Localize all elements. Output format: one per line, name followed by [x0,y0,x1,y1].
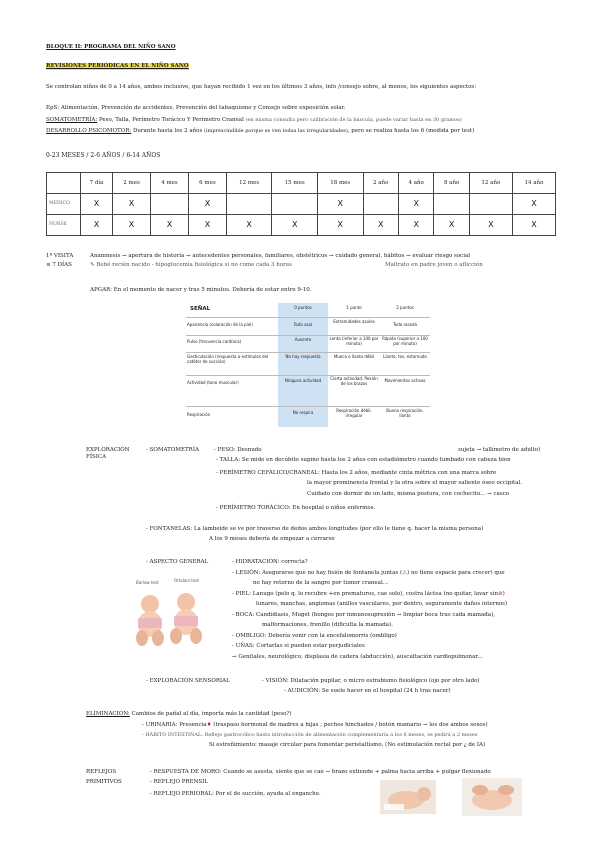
apgar-cell: Ninguna actividad [284,378,322,383]
lesion-line-1 [232,570,505,577]
table-corner [47,173,81,194]
urinaria-text-a: Presencia [179,722,207,728]
apgar-row-label: Actividad (tono muscular) [187,380,239,385]
apgar-table [186,303,430,427]
apgar-col-header: 1 punto [346,305,362,310]
hip-test-illustration [130,578,210,648]
piel-line-2: lunares, manchas, angiomas (anillos vasculares, por dentro, seguramente daños internos) [256,601,508,607]
warning-icon: ✎ [90,262,97,268]
apgar-cell: Ausente [294,337,312,342]
apgar-divider [186,406,430,407]
fontanelas-line-1: - FONTANELAS: La lambeide se ve por traverso de dedos ambos longitudes (por ello le tiene q. hacer la misma persona) [146,526,484,532]
piel-line-1 [232,591,505,598]
col-header: 2 año [363,173,398,194]
first-visit-note-right: Maltrato en padre joven o aflicción [385,262,483,268]
desarrollo-note: (imprescindible porque se ven todas las irregularidades) [204,128,348,134]
table-cell: X [151,215,189,236]
apgar-row-label: Pulso (frecuencia cardíaca) [187,339,242,344]
table-cell: X [226,215,272,236]
col-header: 14 año [512,173,555,194]
table-cell [226,194,272,215]
table-cell: X [469,215,512,236]
col-header: 7 día [81,173,113,194]
col-header: 4 año [398,173,433,194]
col-header: 8 año [434,173,469,194]
apgar-col-header: 2 puntos [396,305,414,310]
exploracion-label: EXPLORACIÓN FÍSICA [86,447,130,461]
apgar-cell: Lenta (inferior a 100 por minuto) [329,336,379,346]
audicion-line: - AUDICIÓN: Se suele hacer en el hospital (24 h tras nacer) [284,688,451,694]
piel-text-b: ) [502,591,505,597]
vision-line: - VISIÓN: Dilatación pupilar, o micro estrabismo fisiológico (ojo por otro lado) [262,678,480,684]
table-cell: X [188,194,226,215]
hidratacion-line: - HIDRATACIÓN: correcta? [232,559,308,565]
reflejos-label-1: REFLEJOS [86,769,117,775]
table-cell [272,194,318,215]
ortolani-label: Ortolani test [174,578,199,583]
eliminacion-line [86,711,292,718]
apgar-title: SEÑAL [190,306,211,312]
desarrollo-label: DESARROLLO PSICOMOTOR: [46,128,132,134]
apgar-cell: Cierta actividad, flexión de los brazos [330,376,378,386]
table-cell: X [81,215,113,236]
first-visit-label: 1ª VISITA [46,253,74,259]
desarrollo-end: , pero se realiza hasta los 6 (medida por test) [347,128,475,134]
table-cell [363,194,398,215]
apgar-cell: No respira [292,410,314,415]
pt-line: - PERÍMETRO TORÁCICO: En hospital o niños enfermos. [216,505,376,511]
table-cell: X [317,215,363,236]
apgar-divider [186,335,430,336]
apgar-divider [186,352,430,353]
first-visit-note-text: Bebé recién nacido - hipoglucemia fisiológica si no come cada 3 horas [96,262,292,268]
col-header: 2 mes [113,173,151,194]
section-title: REVISIONES PERIÓDICAS EN EL NIÑO SANO [46,63,189,69]
estrenimiento-line: Si estreñimiento: masaje circular para fomentar peristaltismo, (No estimulación rectal por ¿ de IA) [209,742,486,748]
alert-icon: ⚠ [402,570,408,576]
apgar-col-0 [278,303,328,427]
apgar-cell: Rápida (superior a 100 por minuto) [382,336,428,346]
apgar-divider [186,375,430,376]
col-header: 12 año [469,173,512,194]
apgar-col-2 [380,303,430,427]
ages-heading: 0-23 MESES / 2-6 AÑOS / 6-14 AÑOS [46,152,161,159]
boca-line-1: - BOCA: Candidiasis, Muget (hongos por inmunosupresión → limpiar boca tras cada mamada), [232,612,495,618]
no-icon: ⊘ [498,591,503,597]
table-cell: X [113,215,151,236]
sensorial-heading: - EXPLORACIÓN SENSORIAL [146,678,230,684]
table-row [47,194,556,215]
row-label-medico: MEDICO [47,194,81,215]
peso-line: - PESO: Desnudo [214,447,262,453]
col-header: 15 mes [272,173,318,194]
table-cell: X [434,215,469,236]
apgar-cell: Buena respiración, llanto [386,408,424,418]
apgar-cell: Movimientos activos [384,378,426,383]
apgar-cell: Extremidades azules [333,319,375,324]
desarrollo-main: Durante hasta los 2 años [132,128,203,134]
apgar-row-label: Gesticulación (respuesta a estímulos del catéter de succión) [187,354,269,364]
first-visit-anamnesis: Anamnesis → apertura de historia → antecedentes personales, familiares, obstétricos → cuidado general, hábitos → evaluar riesgo social [90,253,471,259]
peso-right: sujeta → tallímetro de adulto) [458,447,541,453]
apgar-cell: No hay respuesta [285,354,321,359]
perioral-line: - REFLEJO PERIORAL: Por el de succión, ayuda al enganche. [150,791,321,797]
intestinal-line: - HÁBITO INTESTINAL: Reflejo gastrocólico hasta introducción de alimentación complementaria a los 6 meses, se pedirá a 2 meses [142,732,478,738]
desarrollo-line [46,128,474,135]
pc-line-2: la mayor prominencia frontal y la otra sobre el mayor saliente óseo occipital. [307,480,522,486]
apgar-col-1 [328,303,380,427]
lesion-text-a: - LESIÓN: Asegurarse que no hay fisión de fontanela juntas ( [232,570,403,576]
table-cell: X [317,194,363,215]
piel-text-a: - PIEL: Lanugo (pelo q. lo recubre +en prematuros, cae solo), costra láctea (no quitar, lavar sin [232,591,499,597]
apgar-col-signs [186,303,278,427]
table-cell: X [363,215,398,236]
table-cell: X [113,194,151,215]
visit-header-row [47,173,556,194]
apgar-row-label: Apariencia (coloración de la piel) [187,322,253,327]
eliminacion-label: ELIMINACIÓN: [86,711,130,717]
somatometria-note: (en misma consulta pero calibración de la báscula, puede variar hasta en 30 gramos) [245,117,462,123]
somatometria-label: SOMATOMETRÍA: [46,117,98,123]
apgar-intro: APGAR: En el momento de nacer y tras 5 minutos. Debería de estar entre 9-10. [90,287,312,293]
apgar-divider [186,317,430,318]
genitales-line: → Genitales, neurológico, displasia de cadera (abducción), auscultación cardiopulmonar... [232,654,483,660]
first-visit-note [90,262,292,269]
lesion-line-2: no hay retorno de la sangre por tumor craneal... [253,580,388,586]
visit-schedule-table [46,172,556,236]
ombligo-line: - OMBLIGO: Debería venir con la encefalomorris (ombligo) [232,633,397,639]
table-row [47,215,556,236]
apgar-cell: Respiración débil, irregular [336,408,372,418]
table-cell: X [398,215,433,236]
apgar-cell: Mueca o llanto débil [333,354,375,359]
table-cell: X [272,215,318,236]
baby-icon [130,588,210,648]
boca-line-2: malformaciones, frenillo (dificulta la mamada). [262,622,393,628]
reflejos-label-2: PRIMITIVOS [86,779,122,785]
table-cell [151,194,189,215]
col-header: 18 mes [317,173,363,194]
moro-reflex-photo [380,780,436,814]
prensil-line: - REFLEJO PRENSIL [150,779,208,785]
table-cell: X [398,194,433,215]
table-cell [434,194,469,215]
first-visit-days: ≤ 7 DÍAS [46,262,72,268]
somatometria-main: Peso, Talla, Perímetro Torácico Y Perímetro Craneal [98,117,244,123]
table-cell: X [512,194,555,215]
table-cell: X [512,215,555,236]
talla-line: - TALLA: Se mide en decúbito supino hasta los 2 años con estadiómetro cuando tumbado con cabeza bien [216,457,511,463]
urinaria-line [142,722,488,729]
apgar-row-label: Respiración [187,412,211,417]
barlow-label: Barlow test [136,580,159,585]
table-cell [469,194,512,215]
col-header: 6 mes [188,173,226,194]
apgar-cell: Toda rosada [392,322,417,327]
urinaria-text-b: (traspaso hormonal de madres a hijas ; pechos hinchados / botón mamario → los dos ambos sexos) [213,722,488,728]
table-cell: X [81,194,113,215]
somatometria-heading: - SOMATOMETRÍA [146,447,199,453]
apgar-col-header: 0 puntos [294,305,312,310]
moro-line: - RESPUESTA DE MORO: Cuando se asusta, siente que se cae → brazo extiende + palma hacia arriba + pulgar flexionado [150,769,491,775]
pc-line-3: Cuidado con dormir de un lado, misma postura, con cochecito... → casco [307,491,510,497]
block-title: BLOQUE II: PROGRAMA DEL NIÑO SANO [46,44,176,50]
prensil-reflex-photo [462,778,522,816]
somatometria-line [46,117,462,124]
col-header: 12 mes [226,173,272,194]
table-cell: X [188,215,226,236]
col-header: 4 mes [151,173,189,194]
aspecto-general-heading: - ASPECTO GENERAL [146,559,209,565]
row-label-nurse: NURSE [47,215,81,236]
unas-line: - UÑAS: Cortarlas si pueden estar perjudiciales [232,643,365,649]
eliminacion-text: Cambios de pañal al día, importa más la cantidad (peso?) [131,711,292,717]
lesion-text-b: ) no tiene espacio para crecer) que [407,570,505,576]
fontanelas-line-2: A los 9 meses debería de empezar a cerrarse [209,536,335,542]
intro-text: Se controlan niños de 0 a 14 años, ambos inclusive, que hayan recibido 1 vez en los últimos 3 años, info /consejo sobre, al menos, los siguientes aspectos: [46,84,477,90]
apgar-cell: Toda azul [293,322,313,327]
eps-text: EpS: Alimentación, Prevención de accidentes, Prevención del tabaquismo y Consejo sobre exposición solar. [46,105,346,111]
urinaria-label: - URINARIA: [142,722,178,728]
drop-icon: ♦ [206,722,212,728]
pc-line-1: - PERÍMETRO CEFÁLICO/CRANEAL: Hasta los 2 años, mediante cinta métrica con una marca sobre [216,470,497,476]
apgar-cell: Llanto, tos, estornudo [383,354,427,359]
